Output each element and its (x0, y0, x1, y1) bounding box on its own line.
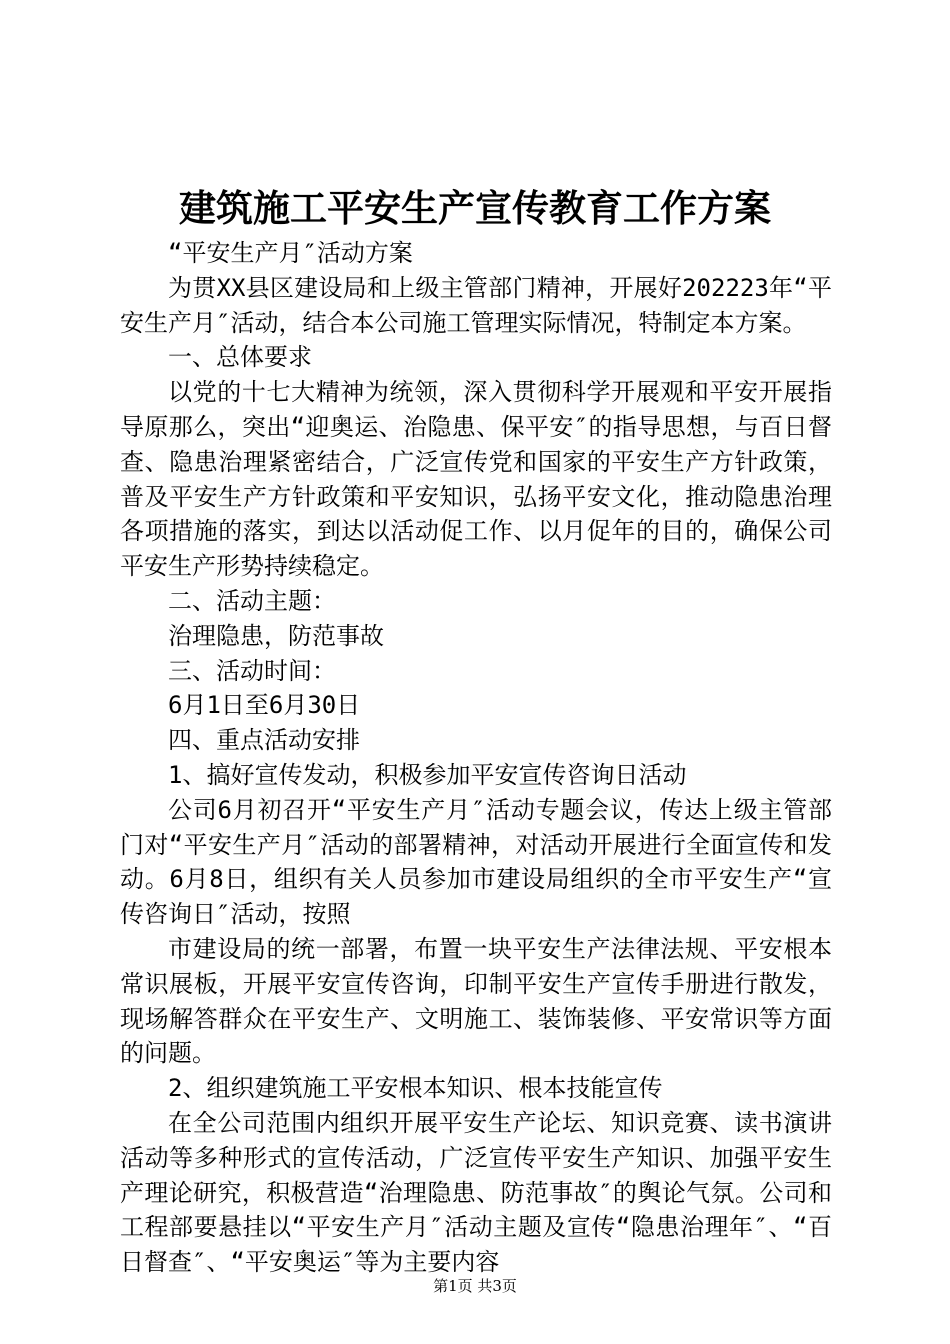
paragraph-activity-theme: 治理隐患，防范事故 (168, 621, 384, 650)
page-title: 建筑施工平安生产宣传教育工作方案 (179, 186, 771, 230)
paragraph-item-2: 在全公司范围内组织开展平安生产论坛、知识竞赛、读书演讲活动等多种形式的宣传活动，广泛宣传平安生产知识、加强平安生产理论研究，积极营造“治理隐患、防范事故″的舆论气氛。公司和工程部要悬挂以“平安生产月″活动主题及宣传“隐患治理年″、“百日督查″、“平安奥运″等为主要内容 (120, 1108, 832, 1277)
paragraph-intro: 为贯XX县区建设局和上级主管部门精神，开展好202223年“平安生产月″活动，结合本公司施工管理实际情况，特制定本方案。 (120, 273, 832, 337)
paragraph-subtitle: “平安生产月″活动方案 (168, 239, 413, 267)
paragraph-activity-time: 6月1日至6月30日 (168, 691, 361, 720)
document-body (120, 236, 832, 1280)
page-footer: 第1页 共3页 (433, 1277, 517, 1295)
paragraph-item-1-a: 公司6月初召开“平安生产月″活动专题会议，传达上级主管部门对“平安生产月″活动的部署精神，对活动开展进行全面宣传和发动。6月8日，组织有关人员参加市建设局组织的全市平安生产“宣传咨询日″活动，按照 (120, 795, 832, 929)
paragraph-item-1-b: 市建设局的统一部署，布置一块平安生产法律法规、平安根本常识展板，开展平安宣传咨询，印制平安生产宣传手册进行散发，现场解答群众在平安生产、文明施工、装饰装修、平安常识等方面的问题。 (120, 934, 832, 1068)
heading-key-activities: 四、重点活动安排 (168, 726, 360, 755)
paragraph-general-requirements: 以党的十七大精神为统领，深入贯彻科学开展观和平安开展指导原那么，突出“迎奥运、治隐患、保平安″的指导思想，与百日督查、隐患治理紧密结合，广泛宣传党和国家的平安生产方针政策，普及平安生产方针政策和平安知识，弘扬平安文化，推动隐患治理各项措施的落实，到达以活动促工作、以月促年的目的，确保公司平安生产形势持续稳定。 (120, 378, 832, 581)
heading-item-2: 2、组织建筑施工平安根本知识、根本技能宣传 (168, 1074, 663, 1103)
heading-activity-time: 三、活动时间： (168, 656, 336, 685)
heading-item-1: 1、搞好宣传发动，积极参加平安宣传咨询日活动 (168, 760, 687, 789)
heading-general-requirements: 一、总体要求 (168, 343, 312, 372)
heading-activity-theme: 二、活动主题： (168, 586, 336, 615)
